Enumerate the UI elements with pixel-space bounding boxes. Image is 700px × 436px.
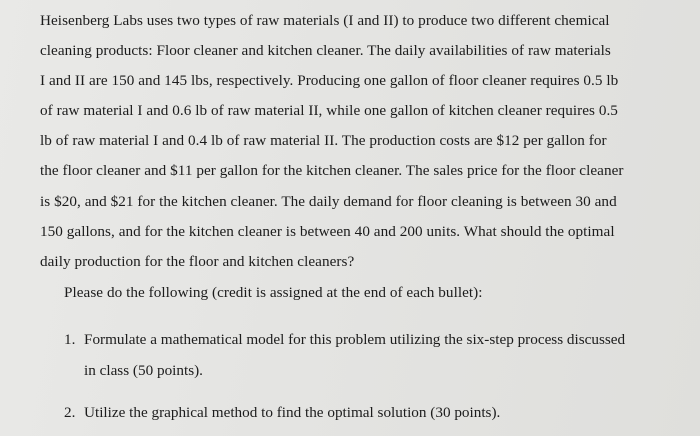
problem-line-8: 150 gallons, and for the kitchen cleaner is between 40 and 200 units. What should the optimal <box>40 223 615 240</box>
task-1-marker: 1. <box>64 331 76 348</box>
problem-line-1: Heisenberg Labs uses two types of raw materials (I and II) to produce two different chemical <box>40 12 610 29</box>
task-1-line-1: Formulate a mathematical model for this problem utilizing the six-step process discussed <box>84 331 626 348</box>
problem-line-2: cleaning products: Floor cleaner and kitchen cleaner. The daily availabilities of raw materials <box>40 42 611 59</box>
problem-line-9: daily production for the floor and kitchen cleaners? <box>40 253 355 270</box>
problem-line-3: I and II are 150 and 145 lbs, respectively. Producing one gallon of floor cleaner requires 0.5 lb <box>40 72 619 89</box>
task-1-line-2: in class (50 points). <box>84 362 203 379</box>
problem-line-4: of raw material I and 0.6 lb of raw material II, while one gallon of kitchen cleaner requires 0.5 <box>40 102 618 119</box>
task-2-marker: 2. <box>64 404 76 421</box>
instruction-text: Please do the following (credit is assigned at the end of each bullet): <box>64 284 483 301</box>
problem-line-6: the floor cleaner and $11 per gallon for the kitchen cleaner. The sales price for the floor cleaner <box>40 162 624 179</box>
problem-line-5: lb of raw material I and 0.4 lb of raw material II. The production costs are $12 per gallon for <box>40 132 607 149</box>
problem-line-7: is $20, and $21 for the kitchen cleaner. The daily demand for floor cleaning is between 30 and <box>40 193 617 210</box>
task-2-line-1: Utilize the graphical method to find the optimal solution (30 points). <box>84 404 501 421</box>
